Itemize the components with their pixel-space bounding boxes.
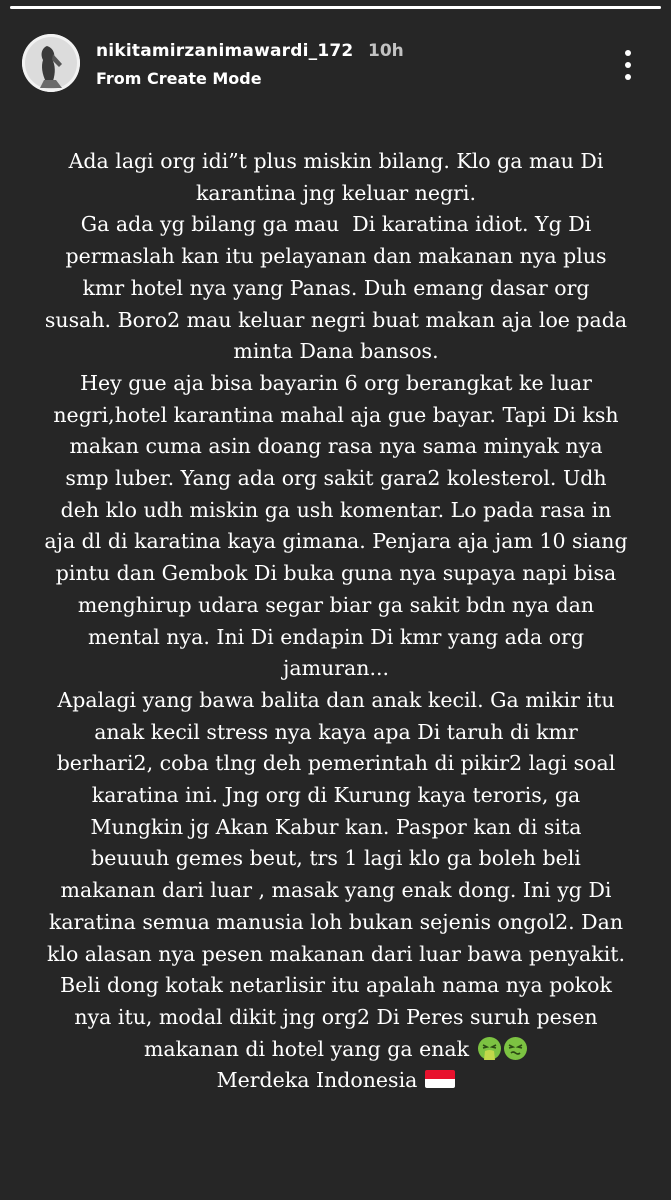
post-time: 10h <box>368 41 404 61</box>
story-text-line-content: karatina semua manusia loh bukan sejenis ongol2. Dan <box>48 909 624 934</box>
story-text-line <box>22 558 650 590</box>
story-text-line <box>22 273 650 305</box>
story-text-line-content: karantina jng keluar negri. <box>196 180 476 205</box>
story-text-line-content: beuuuh gemes beut, trs 1 lagi klo ga boleh beli <box>91 846 581 871</box>
story-text-line <box>22 939 650 971</box>
story-text-line-content: klo alasan nya pesen makanan dari luar bawa penyakit. <box>46 941 626 966</box>
story-text-line-content: makan cuma asin doang rasa nya sama minyak nya <box>69 434 603 459</box>
story-text-line-content: negri,hotel karantina mahal aja gue bayar. Tapi Di ksh <box>53 402 619 427</box>
story-text-line-content: karatina ini. Jng org di Kurung kaya teroris, ga <box>91 783 581 808</box>
story-text-line <box>22 717 650 749</box>
story-text-line-content: kmr hotel nya yang Panas. Duh emang dasar org <box>82 275 590 300</box>
story-text-line <box>22 812 650 844</box>
story-text-line-content: aja dl di karatina kaya gimana. Penjara aja jam 10 siang <box>44 529 628 554</box>
story-text-line-content: deh klo udh miskin ga ush komentar. Lo pada rasa in <box>60 497 612 522</box>
story-text-line-content: susah. Boro2 mau keluar negri buat makan aja loe pada <box>44 307 628 332</box>
vomiting-face-icon <box>477 1036 502 1061</box>
story-text-line-content: pintu dan Gembok Di buka guna nya supaya napi bisa <box>55 561 617 586</box>
story-text-line <box>22 748 650 780</box>
story-text-line <box>22 843 650 875</box>
story-text-line <box>22 431 650 463</box>
story-text-line-content: makanan di hotel yang ga enak <box>143 1036 470 1061</box>
story-text-line-content: smp luber. Yang ada org sakit gara2 kolesterol. Udh <box>65 466 607 491</box>
story-text-line <box>22 590 650 622</box>
username[interactable]: nikitamirzanimawardi_172 <box>96 41 354 61</box>
story-text-line-content: minta Dana bansos. <box>233 339 439 364</box>
story-text-line-content: Hey gue aja bisa bayarin 6 org berangkat ke luar <box>80 370 592 395</box>
story-text-line <box>22 653 650 685</box>
story-text-line <box>22 970 650 1002</box>
more-options-icon[interactable] <box>621 48 635 82</box>
story-text-line <box>22 305 650 337</box>
story-text-line-content: Mungkin jg Akan Kabur kan. Paspor kan di sita <box>90 814 582 839</box>
story-text-line <box>22 400 650 432</box>
story-text-line <box>22 622 650 654</box>
story-text-line-content: makanan dari luar , masak yang enak dong. Ini yg Di <box>60 878 612 903</box>
story-progress-fill <box>10 6 661 9</box>
story-text-line <box>22 907 650 939</box>
story-text-line <box>22 495 650 527</box>
story-text <box>22 146 650 1097</box>
story-text-line <box>22 1002 650 1034</box>
story-text-line-content: Beli dong kotak netarlisir itu apalah nama nya pokok <box>60 973 612 998</box>
story-header <box>22 34 652 98</box>
story-text-line-content: anak kecil stress nya kaya apa Di taruh di kmr <box>94 719 578 744</box>
story-text-line-content: mental nya. Ini Di endapin Di kmr yang ada org <box>88 624 584 649</box>
story-text-line-content: nya itu, modal dikit jng org2 Di Peres suruh pesen <box>74 1004 598 1029</box>
story-text-line-content: Ada lagi org idi”t plus miskin bilang. Klo ga mau Di <box>68 149 604 173</box>
story-text-line <box>22 146 650 178</box>
avatar-image <box>22 34 80 92</box>
story-text-line-content: Merdeka Indonesia <box>216 1068 418 1093</box>
story-text-line <box>22 526 650 558</box>
story-text-line <box>22 178 650 210</box>
story-text-line <box>22 1034 650 1066</box>
indonesia-flag-icon <box>425 1070 455 1088</box>
story-text-line-content: permaslah kan itu pelayanan dan makanan nya plus <box>65 244 607 269</box>
create-mode-label[interactable]: From Create Mode <box>96 69 262 88</box>
story-text-line <box>22 875 650 907</box>
story-text-line <box>22 685 650 717</box>
avatar[interactable] <box>22 34 80 92</box>
story-text-line-content: menghirup udara segar biar ga sakit bdn nya dan <box>77 592 595 617</box>
story-text-line-content: Ga ada yg bilang ga mau Di karatina idiot. Yg Di <box>80 212 592 237</box>
nauseated-face-icon <box>503 1036 528 1061</box>
story-text-line-content: jamuran... <box>283 656 389 681</box>
story-text-line <box>22 241 650 273</box>
story-progress-bar <box>10 6 661 9</box>
story-text-line <box>22 368 650 400</box>
story-text-line-content: berhari2, coba tlng deh pemerintah di pikir2 lagi soal <box>56 751 616 776</box>
story-text-line <box>22 336 650 368</box>
story-text-line <box>22 780 650 812</box>
story-text-line-content: Apalagi yang bawa balita dan anak kecil. Ga mikir itu <box>57 687 615 712</box>
story-text-line <box>22 209 650 241</box>
story-text-line <box>22 1065 650 1097</box>
story-text-line <box>22 463 650 495</box>
